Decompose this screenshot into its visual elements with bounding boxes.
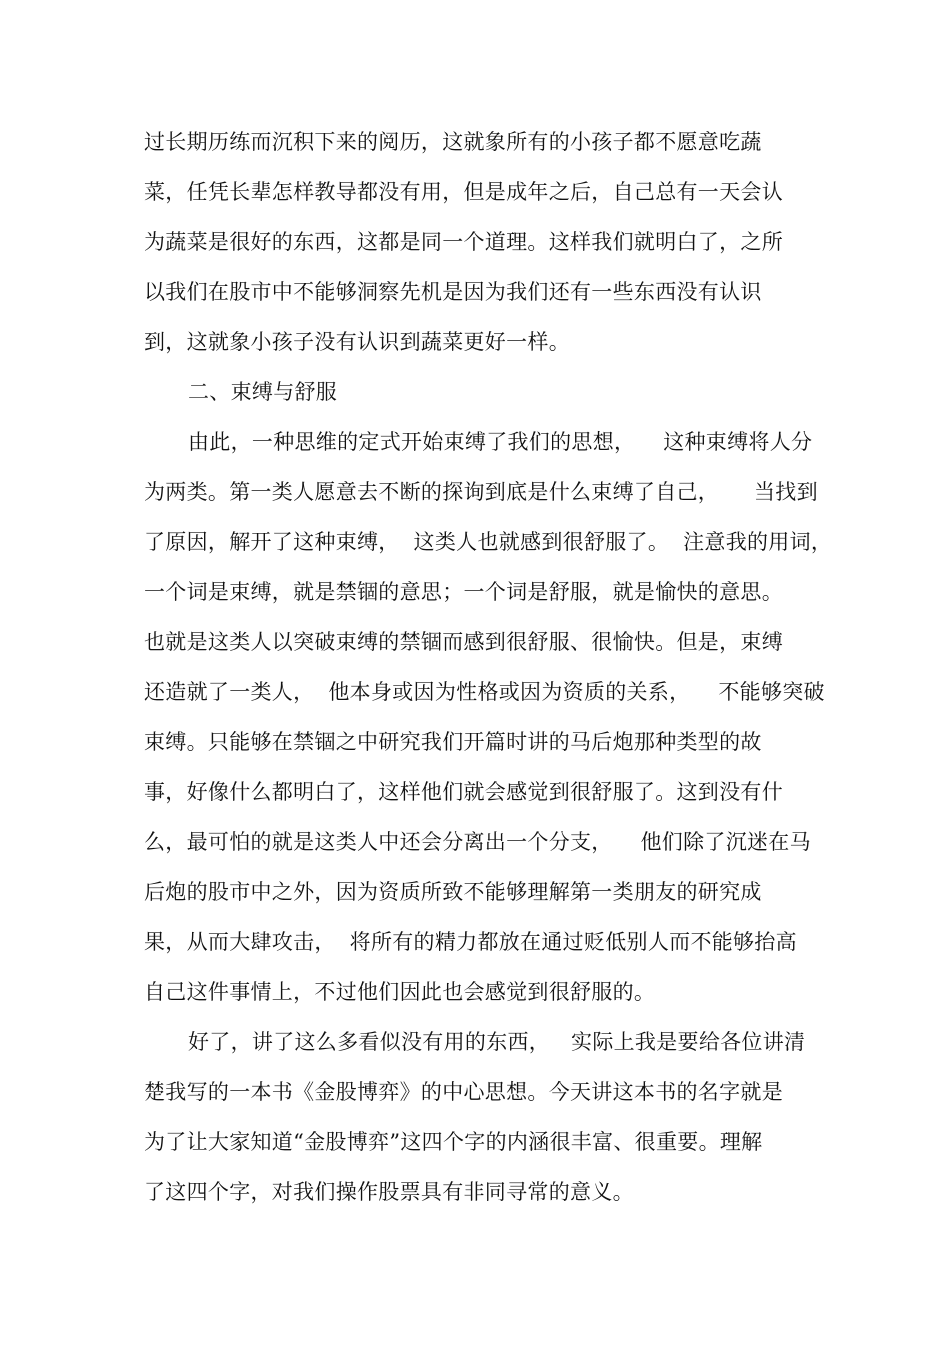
text-line: 由此，一种思维的定式开始束缚了我们的思想， 这种束缚将人分 bbox=[188, 430, 813, 454]
text-line: 为蔬菜是很好的东西，这都是同一个道理。这样我们就明白了，之所 bbox=[144, 230, 783, 254]
text-line: 果，从而大肆攻击， 将所有的精力都放在通过贬低别人而不能够抬高 bbox=[144, 930, 797, 954]
text-line: 到，这就象小孩子没有认识到蔬菜更好一样。 bbox=[144, 330, 570, 354]
text-line: 菜，任凭长辈怎样教导都没有用，但是成年之后，自己总有一天会认 bbox=[144, 180, 783, 204]
text-line: 以我们在股市中不能够洞察先机是因为我们还有一些东西没有认识 bbox=[144, 280, 762, 304]
text-line: 了原因，解开了这种束缚， 这类人也就感到很舒服了。 注意我的用词， bbox=[144, 530, 833, 554]
text-line: 过长期历练而沉积下来的阅历，这就象所有的小孩子都不愿意吃蔬 bbox=[144, 130, 762, 154]
text-line: 好了，讲了这么多看似没有用的东西， 实际上我是要给各位讲清 bbox=[188, 1030, 806, 1054]
text-line: 一个词是束缚，就是禁锢的意思；一个词是舒服，就是愉快的意思。 bbox=[144, 580, 783, 604]
text-line: 么，最可怕的就是这类人中还会分离出一个分支， 他们除了沉迷在马 bbox=[144, 830, 811, 854]
text-line: 还造就了一类人， 他本身或因为性格或因为资质的关系， 不能够突破 bbox=[144, 680, 825, 704]
text-line: 束缚。只能够在禁锢之中研究我们开篇时讲的马后炮那种类型的故 bbox=[144, 730, 762, 754]
section-heading: 二、束缚与舒服 bbox=[188, 380, 338, 404]
text-line: 事，好像什么都明白了，这样他们就会感觉到很舒服了。这到没有什 bbox=[144, 780, 783, 804]
text-line: 后炮的股市中之外，因为资质所致不能够理解第一类朋友的研究成 bbox=[144, 880, 762, 904]
text-line: 为了让大家知道“金股博弈”这四个字的内涵很丰富、很重要。理解 bbox=[144, 1130, 763, 1154]
text-line: 也就是这类人以突破束缚的禁锢而感到很舒服、很愉快。但是，束缚 bbox=[144, 630, 783, 654]
text-line: 了这四个字，对我们操作股票具有非同寻常的意义。 bbox=[144, 1180, 634, 1204]
text-line: 楚我写的一本书《金股博弈》的中心思想。今天讲这本书的名字就是 bbox=[144, 1080, 783, 1104]
text-line: 自己这件事情上，不过他们因此也会感觉到很舒服的。 bbox=[144, 980, 656, 1004]
text-line: 为两类。第一类人愿意去不断的探询到底是什么束缚了自己， 当找到 bbox=[144, 480, 818, 504]
